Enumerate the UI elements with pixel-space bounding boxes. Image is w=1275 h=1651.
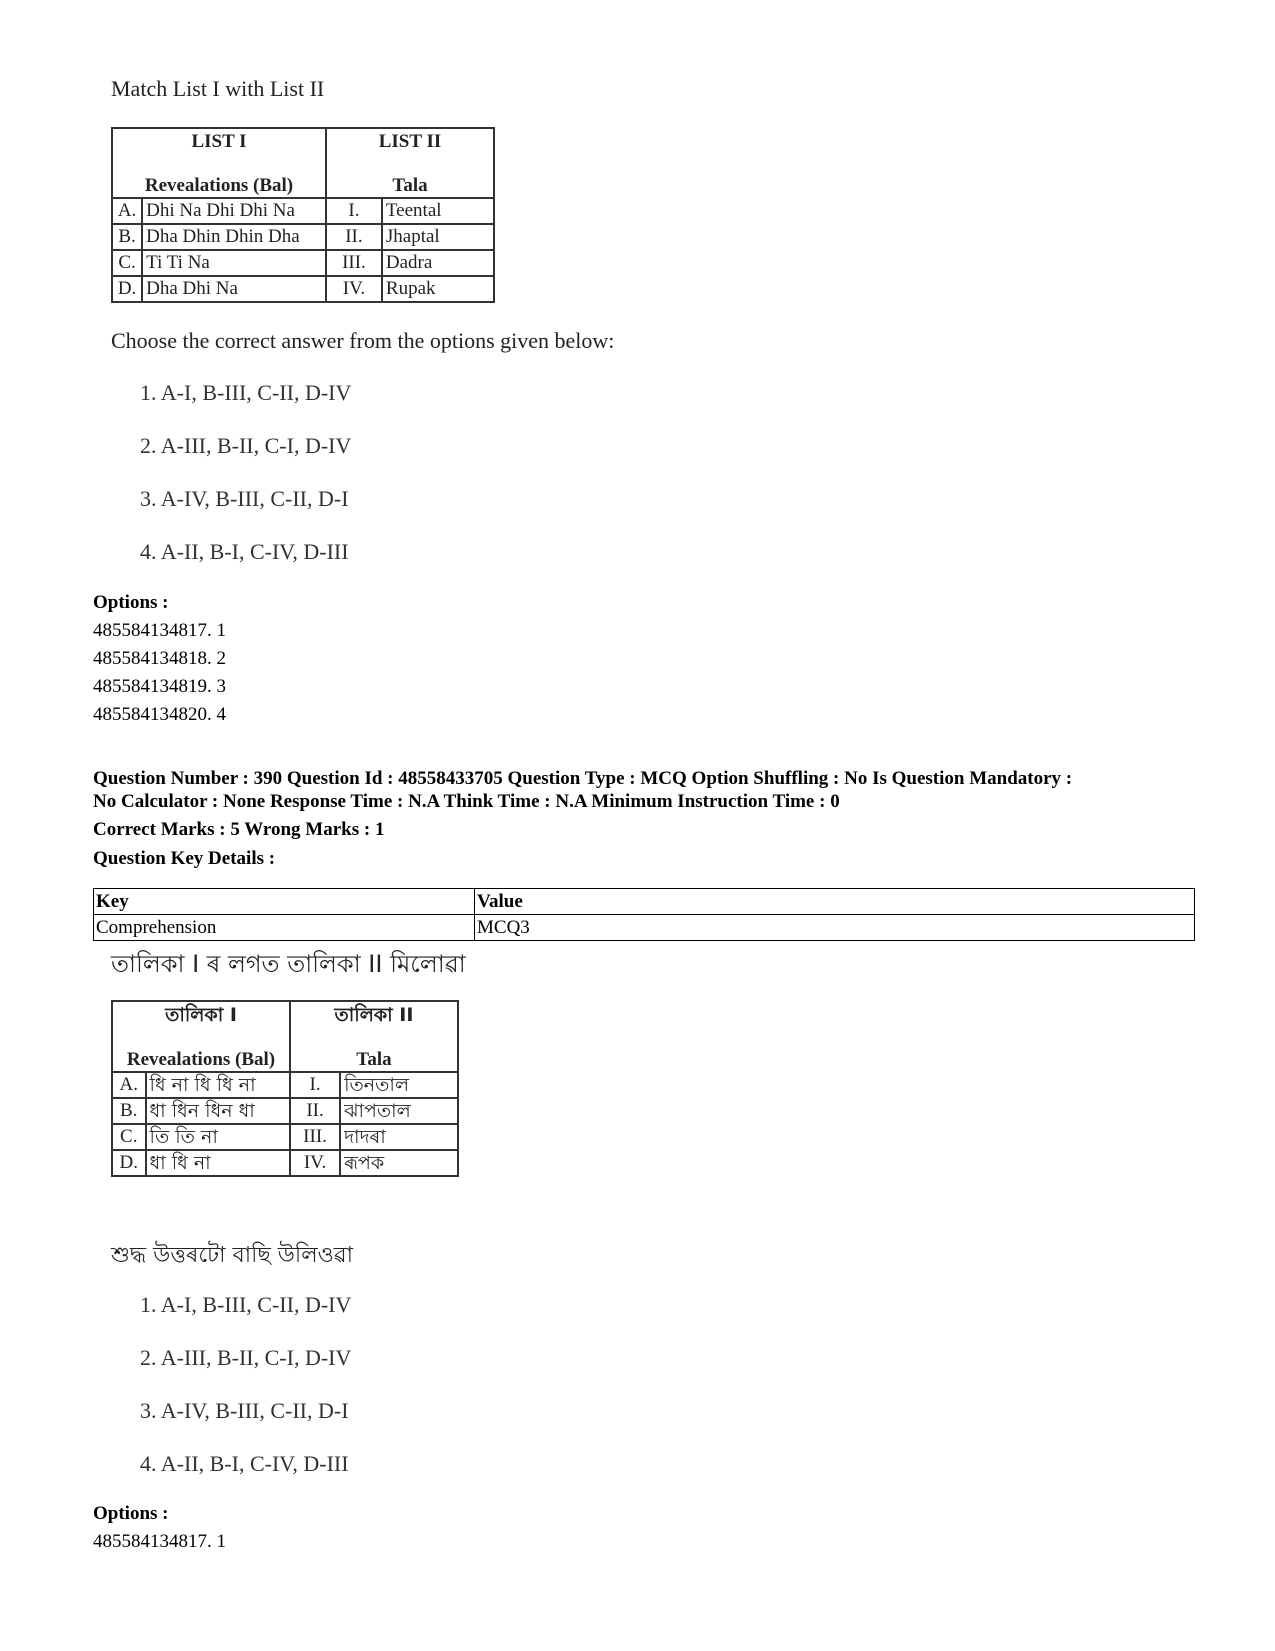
answer-choice: 4. A-II, B-I, C-IV, D-III <box>140 539 349 564</box>
answer-choice: 2. A-III, B-II, C-I, D-IV <box>140 433 352 458</box>
options-label: Options : <box>93 592 169 613</box>
match-table <box>111 127 495 303</box>
marks-line: Correct Marks : 5 Wrong Marks : 1 <box>93 819 385 840</box>
key-details-table <box>93 888 1195 941</box>
option-item: 485584134817. 1 <box>93 620 226 641</box>
list-two-header: LIST II Tala <box>326 128 494 198</box>
table-row: Comprehension MCQ3 <box>94 915 1195 941</box>
table-row: D. Dha Dhi Na IV. Rupak <box>112 276 494 302</box>
option-item: 485584134818. 2 <box>93 648 226 669</box>
table-row: B. Dha Dhin Dhin Dha II. Jhaptal <box>112 224 494 250</box>
table-header-row: Key Value <box>94 889 1195 915</box>
match-table <box>111 1000 459 1177</box>
list-one-header: LIST I Revealations (Bal) <box>112 128 326 198</box>
question-intro: Match List I with List II <box>111 76 325 101</box>
question-meta-line1: Question Number : 390 Question Id : 48558433705 Question Type : MCQ Option Shuffling : No Is Question Mandatory : <box>93 768 1073 789</box>
table-row: B. ধা ধিন ধিন ধা II. ঝাপতাল <box>112 1098 458 1124</box>
answer-choice: 2. A-III, B-II, C-I, D-IV <box>140 1345 352 1370</box>
table-row: D. ধা ধি না IV. ৰূপক <box>112 1150 458 1176</box>
table-row: A. ধি না ধি ধি না I. তিনতাল <box>112 1072 458 1098</box>
list-one-header: তালিকা I Revealations (Bal) <box>112 1001 290 1072</box>
option-item: 485584134819. 3 <box>93 676 226 697</box>
choose-instruction: শুদ্ধ উত্তৰটো বাছি উলিওৱা <box>111 1243 354 1268</box>
answer-choice: 1. A-I, B-III, C-II, D-IV <box>140 380 352 405</box>
table-row: C. তি তি না III. দাদৰা <box>112 1124 458 1150</box>
choose-instruction: Choose the correct answer from the options given below: <box>111 328 615 353</box>
question-meta-line2: No Calculator : None Response Time : N.A Think Time : N.A Minimum Instruction Time : 0 <box>93 791 840 812</box>
answer-choice: 1. A-I, B-III, C-II, D-IV <box>140 1292 352 1317</box>
table-row: A. Dhi Na Dhi Dhi Na I. Teental <box>112 198 494 224</box>
key-details-label: Question Key Details : <box>93 848 276 869</box>
option-item: 485584134820. 4 <box>93 704 226 725</box>
option-item: 485584134817. 1 <box>93 1531 226 1552</box>
options-label: Options : <box>93 1503 169 1524</box>
list-two-header: তালিকা II Tala <box>290 1001 458 1072</box>
answer-choice: 4. A-II, B-I, C-IV, D-III <box>140 1451 349 1476</box>
table-row: C. Ti Ti Na III. Dadra <box>112 250 494 276</box>
answer-choice: 3. A-IV, B-III, C-II, D-I <box>140 486 349 511</box>
question-intro: তালিকা I ৰ লগত তালিকা II মিলোৱা <box>111 950 466 978</box>
answer-choice: 3. A-IV, B-III, C-II, D-I <box>140 1398 349 1423</box>
